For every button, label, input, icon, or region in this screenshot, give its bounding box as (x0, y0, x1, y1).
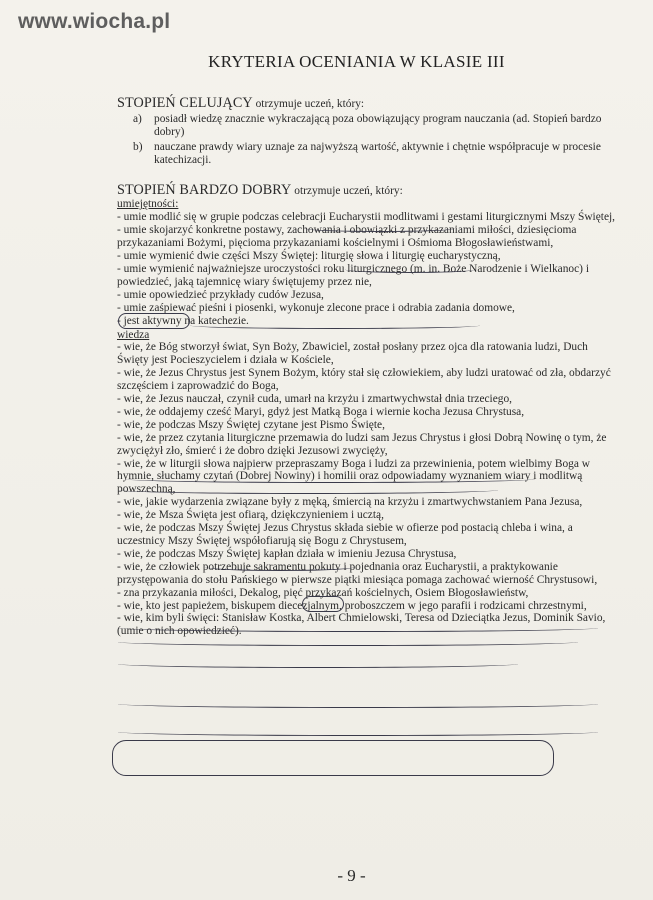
list-item: - wie, że podczas Mszy Świętej kapłan działa w imieniu Jezusa Chrystusa, (117, 547, 457, 560)
list-item: - wie, że podczas Mszy Świętej czytane jest Pismo Święte, (117, 418, 385, 431)
list-item: - zna przykazania miłości, Dekalog, pięć przykazań kościelnych, Osiem Błogosławieństw, (117, 586, 529, 599)
section-celujacy-heading (117, 97, 617, 111)
list-marker: b) (133, 140, 143, 153)
pen-underline (205, 563, 355, 571)
list-item: - wie, kto jest papieżem, biskupem diecezjalnym, proboszczem w jego parafii i rodzicami chrzestnymi, (117, 599, 587, 612)
celujacy-list (133, 113, 617, 167)
list-item: - wie, że Jezus Chrystus jest Synem Bożym, który stał się człowiekiem, aby ludzi uratować od zła, obdarzyć szczęściem i zaprowadzić do Boga, (117, 367, 611, 393)
pen-underline (118, 660, 518, 668)
section-bardzo-dobry-heading (117, 181, 617, 198)
watermark: www.wiocha.pl (18, 10, 171, 33)
list-item: - umie zaśpiewać pieśni i piosenki, wykonuje zlecone prace i odrabia zadania domowe, (117, 301, 515, 314)
pen-underline (345, 266, 475, 273)
pen-underline (125, 475, 535, 483)
pen-circle (112, 740, 554, 776)
list-item: - wie, że Bóg stworzył świat, Syn Boży, Zbawiciel, został posłany przez ojca dla ratowania ludzi, Duch Święty jest Pocieszycielem i działa w Kościele, (117, 341, 588, 367)
list-item: - wie, że Jezus nauczał, czynił cuda, umarł na krzyżu i zmartwychwstał dnia trzeciego, (117, 393, 513, 406)
list-item: - wie, że człowiek potrzebuje sakramentu pokuty i pojednania oraz Eucharystii, a praktykowanie przystępowania do stołu Pańskiego w pierwsze piątki miesiąca pomaga zachować wierność Chrystusowi, (117, 560, 598, 586)
list-item: - umie wymienić najważniejsze uroczystości roku liturgicznego (m. in. Boże Narodzenie i Wielkanoc) i powiedzieć, jaką tajemnicę wiary świętujemy przez nie, (117, 262, 589, 288)
pen-underline (190, 322, 480, 329)
list-item-text: nauczane prawdy wiary uznaje za najwyższą wartość, aktywnie i chętnie współpracuje w procesie katechizacji. (154, 140, 601, 166)
list-item-text: posiadł wiedzę znacznie wykraczającą poza obowiązujący program nauczania (ad. Stopień bardzo dobry) (154, 112, 602, 138)
section-intro: otrzymuje uczeń, który: (294, 184, 403, 197)
pen-underline (118, 624, 598, 632)
section-heading: STOPIEŃ CELUJĄCY (117, 95, 253, 111)
pen-underline (118, 486, 498, 494)
list-item: - wie, kim byli święci: Stanisław Kostka, Albert Chmielowski, Teresa od Dzieciątka Jezus, Dominik Savio, (umie o nich opowiedzieć). (117, 612, 606, 638)
list-item: - wie, że oddajemy cześć Maryi, gdyż jest Matką Boga i wiernie kocha Jezusa Chrystusa, (117, 405, 525, 418)
list-item: - umie modlić się w grupie podczas celebracji Eucharystii modlitwami i gestami liturgicznymi Mszy Świętej, (117, 211, 616, 224)
pen-underline (118, 728, 598, 736)
document-body (117, 95, 617, 638)
list-item (133, 113, 617, 139)
pen-circle (302, 596, 344, 612)
list-item: - umie opowiedzieć przykłady cudów Jezusa, (117, 288, 324, 301)
list-item: - wie, że podczas Mszy Świętej Jezus Chrystus składa siebie w ofierze pod postacią chleba i wina, a uczestnicy Mszy Świętej współofiarują się Bogu z Chrystusem, (117, 522, 573, 547)
section-intro: otrzymuje uczeń, który: (255, 98, 365, 110)
list-item: - wie, że przez czytania liturgiczne przemawia do ludzi sam Jezus Chrystus i głosi Dobrą Nowinę o tym, że zwyciężył zło, śmierć i że dobro dzięki Jezusowi zwycięży, (117, 431, 607, 457)
wiedza-label: wiedza (117, 328, 150, 341)
list-marker: a) (133, 112, 142, 125)
list-item: - wie, że w liturgii słowa najpierw przepraszamy Boga i ludzi za przewinienia, potem wielbimy Boga w hymnie, słuchamy czytań (Dobrej Nowiny) i homilii oraz odpowiadamy wyznaniem wiary i modlitwą powszechną, (117, 457, 590, 496)
list-item: - umie wymienić dwie części Mszy Świętej: liturgię słowa i liturgię eucharystyczną, (117, 250, 501, 263)
umiejetnosci-label: umiejętności: (117, 198, 179, 211)
list-item: - wie, że Msza Święta jest ofiarą, dziękczynieniem i ucztą, (117, 509, 384, 522)
pen-underline (305, 225, 455, 232)
pen-underline (118, 638, 578, 646)
document-title: KRYTERIA OCENIANIA W KLASIE III (208, 52, 505, 71)
list-item (133, 141, 617, 167)
pen-circle (118, 313, 190, 329)
list-item: - jest aktywny na katechezie. (117, 314, 249, 327)
page-number: - 9 - (337, 866, 366, 885)
section-heading: STOPIEŃ BARDZO DOBRY (117, 181, 292, 198)
pen-underline (118, 700, 598, 708)
list-item: - umie skojarzyć konkretne postawy, zachowania i obowiązki z przykazaniami miłości, dziesięcioma przykazaniami Bożymi, pięcioma przykazaniami kościelnymi i Ośmioma Błogosławieństwami, (117, 224, 577, 250)
list-item: - wie, jakie wydarzenia związane były z męką, śmiercią na krzyżu i zmartwychwstaniem Pana Jezusa, (117, 496, 583, 509)
